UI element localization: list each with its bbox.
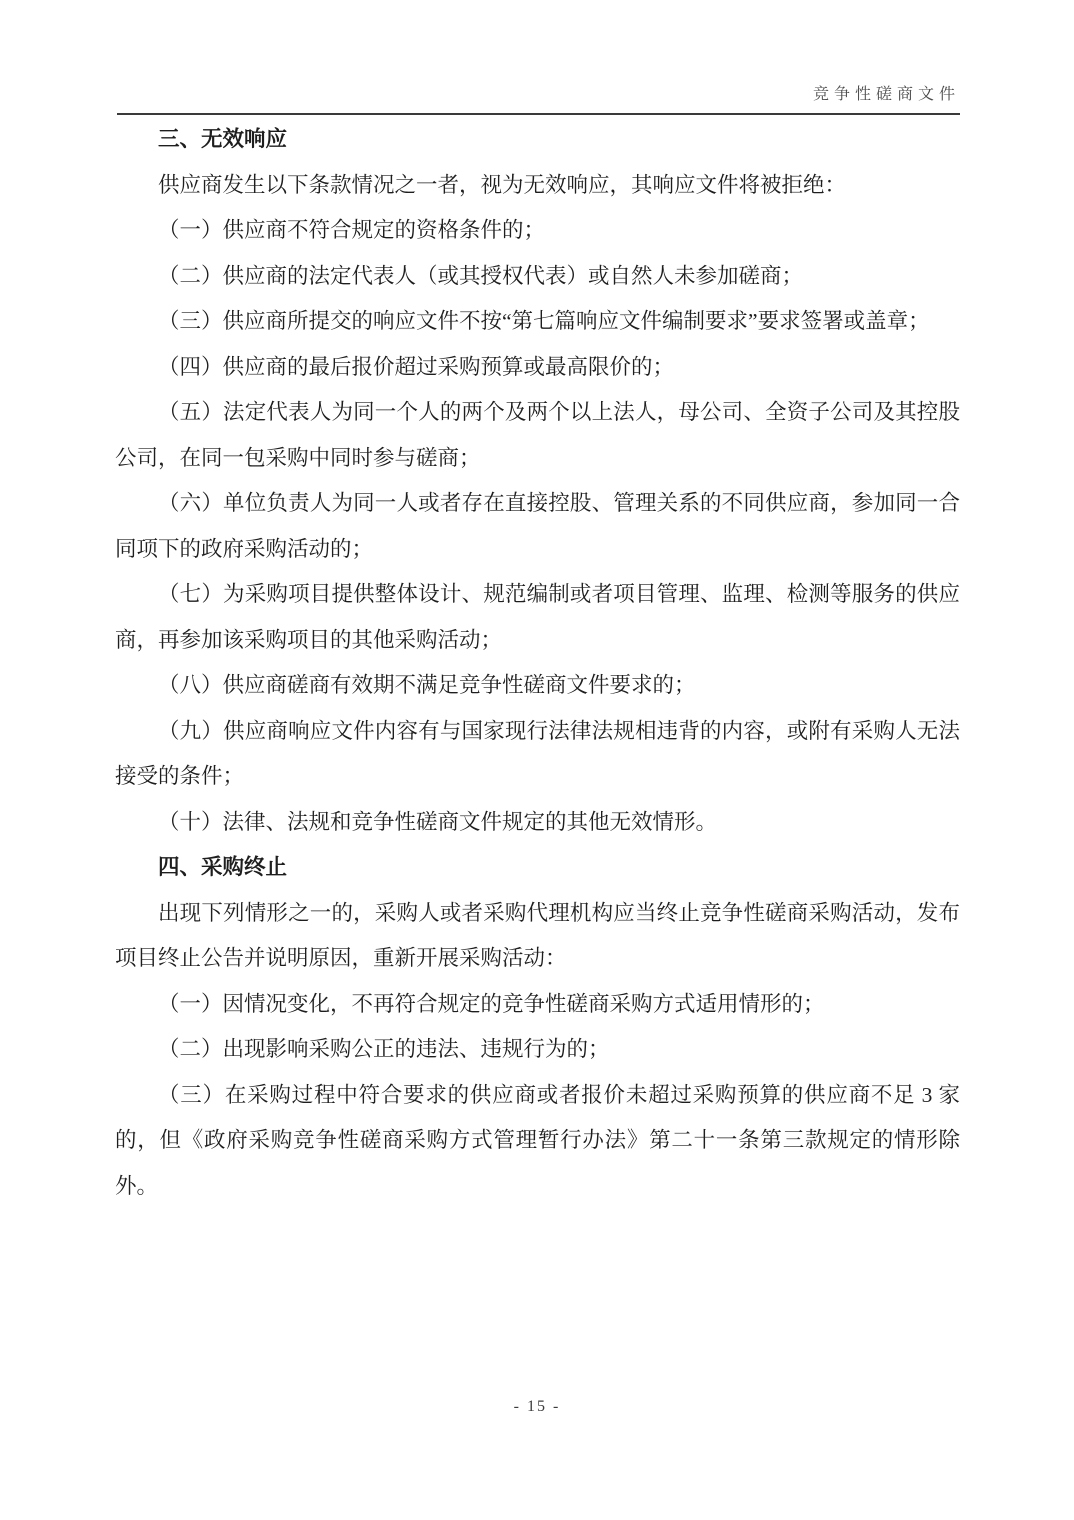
- page-footer: [0, 1398, 1074, 1416]
- list-item: （二）供应商的法定代表人（或其授权代表）或自然人未参加磋商；: [158, 263, 804, 288]
- list-item: （一）供应商不符合规定的资格条件的；: [158, 218, 546, 242]
- list-item: （九）供应商响应文件内容有与国家现行法律法规相违背的内容，或附有采购人无法接受的条件；: [115, 718, 960, 788]
- section-heading-procurement-termination: 四、采购终止: [158, 855, 288, 879]
- document-body: [115, 117, 960, 1209]
- list-item: （七）为采购项目提供整体设计、规范编制或者项目管理、监理、检测等服务的供应商，再参加该采购项目的其他采购活动；: [115, 582, 960, 652]
- list-item: （三）在采购过程中符合要求的供应商或者报价未超过采购预算的供应商不足 3 家的，但《政府采购竞争性磋商采购方式管理暂行办法》第二十一条第三款规定的情形除外。: [115, 1082, 960, 1198]
- list-item: （四）供应商的最后报价超过采购预算或最高限价的；: [158, 354, 675, 379]
- page-header: [117, 84, 960, 115]
- list-item: （二）出现影响采购公正的违法、违规行为的；: [158, 1037, 610, 1061]
- section-heading-invalid-response: 三、无效响应: [158, 127, 288, 151]
- list-item: （六）单位负责人为同一人或者存在直接控股、管理关系的不同供应商，参加同一合同项下的政府采购活动的；: [115, 491, 960, 561]
- list-item: （一）因情况变化，不再符合规定的竞争性磋商采购方式适用情形的；: [158, 991, 825, 1016]
- section-intro: 出现下列情形之一的，采购人或者采购代理机构应当终止竞争性磋商采购活动，发布项目终止公告并说明原因，重新开展采购活动：: [115, 900, 960, 970]
- section-intro: 供应商发生以下条款情况之一者，视为无效响应，其响应文件将被拒绝：: [158, 172, 847, 197]
- header-title: 竞争性磋商文件: [812, 86, 960, 103]
- list-item: （十）法律、法规和竞争性磋商文件规定的其他无效情形。: [158, 809, 718, 834]
- list-item: （八）供应商磋商有效期不满足竞争性磋商文件要求的；: [158, 673, 696, 697]
- list-item: （五）法定代表人为同一个人的两个及两个以上法人，母公司、全资子公司及其控股公司，在同一包采购中同时参与磋商；: [115, 400, 960, 470]
- list-item: （三）供应商所提交的响应文件不按“第七篇响应文件编制要求”要求签署或盖章；: [158, 309, 930, 333]
- page-number: - 15 -: [513, 1398, 561, 1415]
